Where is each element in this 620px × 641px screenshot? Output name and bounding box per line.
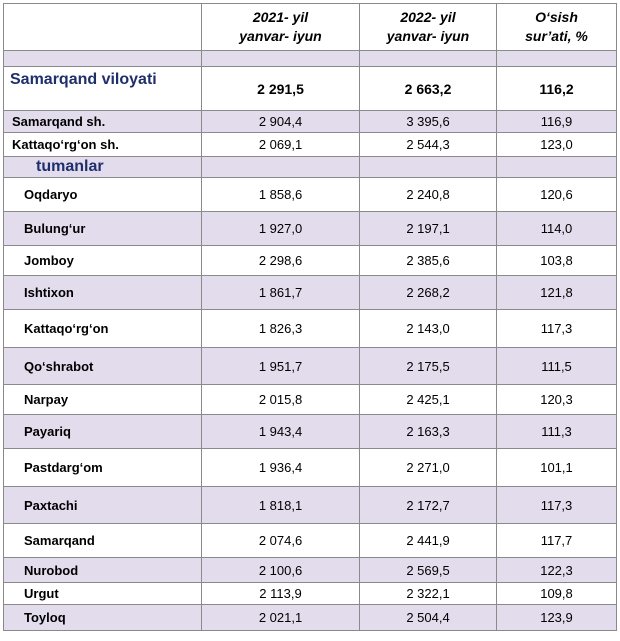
district-2021: 1 858,6: [202, 178, 360, 212]
table-row-district: [4, 558, 617, 583]
table-row-district: [4, 524, 617, 558]
table-row-district: [4, 246, 617, 276]
district-2021: 1 951,7: [202, 348, 360, 385]
table-row-district: [4, 415, 617, 449]
statistics-table: [3, 3, 617, 631]
spacer-row: [4, 51, 617, 67]
header-2022-line2: yanvar- iyun: [386, 28, 470, 44]
table-row-district: [4, 487, 617, 524]
district-2022: 2 175,5: [360, 348, 497, 385]
header-2021: [202, 4, 360, 51]
district-2022: 2 172,7: [360, 487, 497, 524]
district-2021: 1 936,4: [202, 449, 360, 487]
city-growth: 123,0: [497, 133, 617, 157]
region-2021: 2 291,5: [202, 67, 360, 111]
city-growth: 116,9: [497, 111, 617, 133]
region-growth: 116,2: [497, 67, 617, 111]
table-row-city: [4, 111, 617, 133]
district-growth: 101,1: [497, 449, 617, 487]
district-name: Toyloq: [4, 605, 202, 631]
section-label: tumanlar: [4, 157, 202, 178]
table-row-district: [4, 178, 617, 212]
district-growth: 123,9: [497, 605, 617, 631]
district-2022: 2 163,3: [360, 415, 497, 449]
district-2022: 2 441,9: [360, 524, 497, 558]
district-name: Qo‘shrabot: [4, 348, 202, 385]
district-name: Nurobod: [4, 558, 202, 583]
district-2021: 1 861,7: [202, 276, 360, 310]
district-2021: 1 826,3: [202, 310, 360, 348]
city-2021: 2 904,4: [202, 111, 360, 133]
district-2022: 2 385,6: [360, 246, 497, 276]
table-row-district: [4, 276, 617, 310]
district-name: Ishtixon: [4, 276, 202, 310]
district-2021: 2 015,8: [202, 385, 360, 415]
district-name: Bulung‘ur: [4, 212, 202, 246]
city-2022: 2 544,3: [360, 133, 497, 157]
district-2021: 2 113,9: [202, 583, 360, 605]
district-name: Urgut: [4, 583, 202, 605]
district-2022: 2 240,8: [360, 178, 497, 212]
header-2021-line2: yanvar- iyun: [239, 28, 322, 44]
table-row-district: [4, 583, 617, 605]
district-2022: 2 569,5: [360, 558, 497, 583]
header-2021-line1: 2021- yil: [252, 9, 309, 25]
table-header-row: [4, 4, 617, 51]
district-name: Kattaqo‘rg‘on: [4, 310, 202, 348]
district-growth: 120,6: [497, 178, 617, 212]
header-2022: [360, 4, 497, 51]
district-growth: 122,3: [497, 558, 617, 583]
district-name: Paxtachi: [4, 487, 202, 524]
district-growth: 114,0: [497, 212, 617, 246]
table-row-district: [4, 605, 617, 631]
region-2022: 2 663,2: [360, 67, 497, 111]
district-2022: 2 143,0: [360, 310, 497, 348]
header-empty-cell: [4, 4, 202, 51]
city-2021: 2 069,1: [202, 133, 360, 157]
district-name: Jomboy: [4, 246, 202, 276]
table-row-district: [4, 212, 617, 246]
district-2021: 2 074,6: [202, 524, 360, 558]
district-name: Oqdaryo: [4, 178, 202, 212]
city-name: Kattaqo‘rg‘on sh.: [4, 133, 202, 157]
district-2022: 2 425,1: [360, 385, 497, 415]
district-2021: 1 943,4: [202, 415, 360, 449]
district-growth: 111,5: [497, 348, 617, 385]
district-2021: 2 100,6: [202, 558, 360, 583]
district-growth: 117,3: [497, 310, 617, 348]
district-name: Pastdarg‘om: [4, 449, 202, 487]
district-growth: 111,3: [497, 415, 617, 449]
district-growth: 120,3: [497, 385, 617, 415]
district-2022: 2 504,4: [360, 605, 497, 631]
table-row-city: [4, 133, 617, 157]
header-growth-line2: sur’ati, %: [525, 28, 588, 44]
header-growth-line1: O‘sish: [535, 9, 578, 25]
header-2022-line1: 2022- yil: [400, 9, 456, 25]
table-row-district: [4, 348, 617, 385]
district-2021: 2 021,1: [202, 605, 360, 631]
district-growth: 103,8: [497, 246, 617, 276]
district-name: Payariq: [4, 415, 202, 449]
district-2022: 2 268,2: [360, 276, 497, 310]
header-growth: [497, 4, 617, 51]
district-2022: 2 322,1: [360, 583, 497, 605]
table-row-district: [4, 310, 617, 348]
district-growth: 117,3: [497, 487, 617, 524]
district-2021: 1 927,0: [202, 212, 360, 246]
district-name: Samarqand: [4, 524, 202, 558]
district-2021: 2 298,6: [202, 246, 360, 276]
district-growth: 109,8: [497, 583, 617, 605]
district-growth: 121,8: [497, 276, 617, 310]
table-row-district: [4, 449, 617, 487]
district-2022: 2 271,0: [360, 449, 497, 487]
district-name: Narpay: [4, 385, 202, 415]
region-name: Samarqand viloyati: [4, 67, 202, 111]
section-header-row: [4, 157, 617, 178]
district-growth: 117,7: [497, 524, 617, 558]
city-name: Samarqand sh.: [4, 111, 202, 133]
district-2022: 2 197,1: [360, 212, 497, 246]
city-2022: 3 395,6: [360, 111, 497, 133]
district-2021: 1 818,1: [202, 487, 360, 524]
region-row: [4, 67, 617, 111]
table-row-district: [4, 385, 617, 415]
